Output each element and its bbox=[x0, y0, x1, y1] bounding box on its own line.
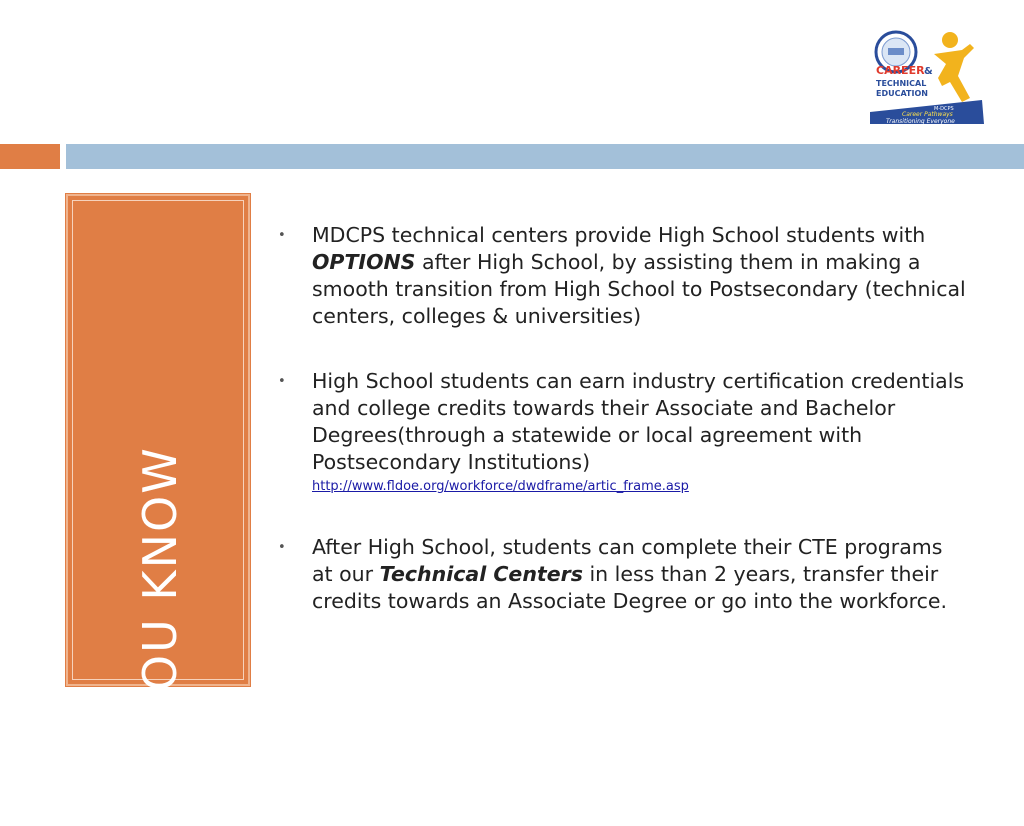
bullet-dot-icon: • bbox=[278, 228, 286, 243]
bullet-item bbox=[278, 534, 968, 615]
side-title: DID YOU KNOW bbox=[133, 446, 187, 826]
bullet-text: After High School, students can complete their CTE programs at our bbox=[312, 535, 943, 586]
bullet-text: MDCPS technical centers provide High School students with bbox=[312, 223, 926, 247]
articulation-link[interactable]: http://www.fldoe.org/workforce/dwdframe/artic_frame.asp bbox=[312, 479, 689, 494]
header-bar-blue bbox=[66, 144, 1024, 169]
logo-education-text: EDUCATION bbox=[876, 89, 928, 98]
bullet-dot-icon: • bbox=[278, 374, 286, 389]
logo-career-text: CAREER bbox=[876, 64, 925, 77]
logo-amp-text: & bbox=[924, 66, 933, 77]
logo-technical-text: TECHNICAL bbox=[876, 79, 927, 88]
bullet-text: in less than 2 years, transfer their credits towards an Associate Degree or go into the workforce. bbox=[312, 562, 948, 613]
bullet-text: after High School, by assisting them in making a smooth transition from High School to Postsecondary (technical centers, colleges & universities) bbox=[312, 250, 966, 328]
bullet-emphasis: Technical Centers bbox=[379, 562, 583, 586]
logo-pathways-text: Career Pathways bbox=[902, 111, 953, 118]
bullet-text: High School students can earn industry certification credentials and college credits towards their Associate and Bachelor Degrees(through a statewide or local agreement with Postsecondary Institutions) bbox=[312, 369, 965, 474]
logo-transitioning-text: Transitioning Everyone bbox=[886, 118, 955, 125]
bullet-dot-icon: • bbox=[278, 540, 286, 555]
header-bar-orange bbox=[0, 144, 60, 169]
cte-logo bbox=[866, 28, 990, 128]
content-body bbox=[278, 222, 968, 653]
logo-mdcps-text: M-DCPS bbox=[934, 106, 954, 112]
bullet-item bbox=[278, 368, 968, 496]
side-title-panel bbox=[66, 194, 250, 826]
bullet-emphasis: OPTIONS bbox=[312, 250, 416, 274]
bullet-item bbox=[278, 222, 968, 330]
